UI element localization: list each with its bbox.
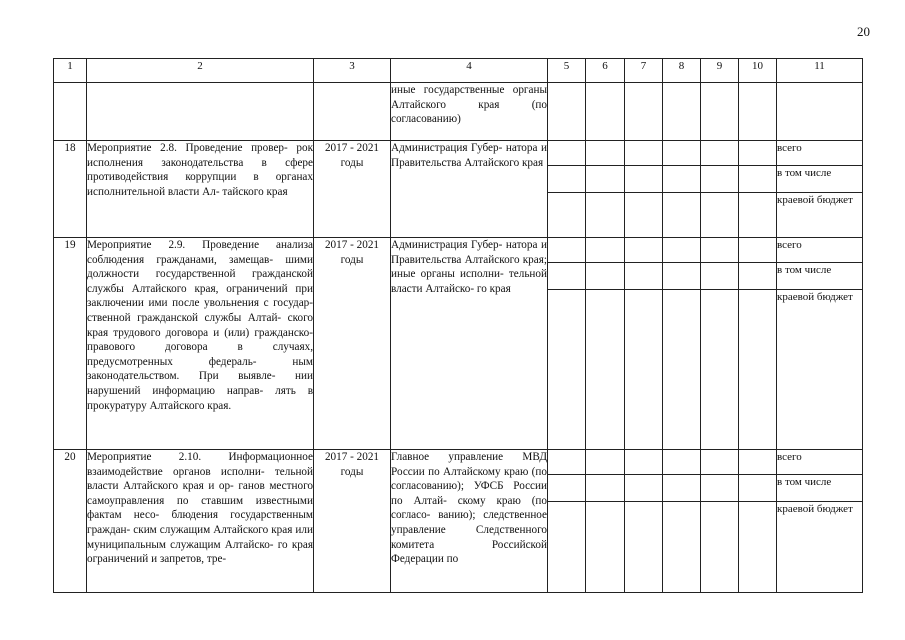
funding-including-label: в том числе [777,475,863,502]
measure-text: нии нарушений информацию направ- [87,370,313,397]
cell-period [314,83,391,141]
executor-line: следственное управление Следственного комитета Российской Федерации по [391,509,547,566]
executor-line: скому краю (по согласо- [391,494,547,522]
measure-text: Мероприятие 2.10. Информационное взаимодействие органов исполни- [87,451,313,478]
executor-line: Администрация Губер- [391,239,503,251]
period-label: годы [340,156,364,169]
table-row-continuation [54,83,863,141]
executor-line: натора и Правительства Алтайского края [391,142,547,169]
cell-number [54,83,87,141]
column-header: 11 [777,59,863,83]
measure-text: тайского края [222,185,288,198]
funding-total-label: всего [777,141,863,166]
table-row [54,141,863,166]
column-number-header-row [54,59,863,83]
cell-period [314,141,391,238]
cell-measure [87,141,314,238]
column-header: 10 [739,59,777,83]
column-header: 9 [701,59,739,83]
column-header: 8 [663,59,701,83]
measure-text: лять в прокуратуру Алтайского края. [87,384,313,412]
column-header: 6 [586,59,625,83]
funding-including-label: в том числе [777,263,863,290]
executor-line: ванию); [438,509,476,522]
row-number: 20 [54,450,87,593]
funding-total-label: всего [777,450,863,475]
measure-text: го края ограничений и запретов, тре- [87,538,314,566]
row-number: 19 [54,238,87,450]
executor-line: иные органы исполни- [391,268,504,281]
column-header: 4 [391,59,548,83]
cell-executors [391,141,548,238]
measure-text: шими должности государственной гражданской службы Алтайского края, ограничений при заключении ими после увольнения с государ- [87,253,313,310]
funding-regional-budget-label: краевой бюджет [777,502,863,593]
column-header: 1 [54,59,87,83]
column-header: 5 [548,59,586,83]
measure-text: Мероприятие 2.9. Проведение анализа соблюдения гражданами, замещав- [87,239,313,266]
column-header: 2 [87,59,314,83]
executor-line: Главное управление МВД России по Алтайскому краю (по согласованию); [391,451,547,493]
period-years: 2017 - 2021 [324,142,380,154]
measure-text: ственной гражданской службы Алтай- [87,311,282,324]
measure-text: ским служащим Алтайского края или муниципальным служащим Алтайско- [87,523,313,551]
period-years: 2017 - 2021 [324,239,380,251]
executor-line: УФСБ России по Алтай- [391,480,547,507]
period-years: 2017 - 2021 [324,451,380,463]
executor-line: иные государственные органы Алтайского края (по согласованию) [391,84,547,126]
cell-period [314,238,391,450]
funding-total-label: всего [777,238,863,263]
measure-text: ского края трудового договора и (или) гражданско-правового договора в случаях, предусмотренных федераль- [87,311,313,368]
program-measures-table [53,58,863,593]
cell-executors [391,238,548,450]
measure-text: тельной власти Алтайского края и ор- [87,465,314,493]
row-number: 18 [54,141,87,238]
period-label: годы [340,253,364,266]
measure-text: блюдения государственным граждан- [87,509,314,536]
executor-line: го края [476,282,511,295]
column-header: 3 [314,59,391,83]
measure-text: Мероприятие 2.8. Проведение провер- [87,142,288,154]
cell-measure [87,238,314,450]
funding-regional-budget-label: краевой бюджет [777,290,863,450]
cell-executors [391,83,548,141]
table-row [54,450,863,475]
column-header: 7 [625,59,663,83]
cell-executors [391,450,548,593]
funding-including-label: в том числе [777,166,863,193]
table-row [54,238,863,263]
measure-text: рок исполнения законодательства в сфере противодействия коррупции в органах исполнительной власти Ал- [87,142,313,198]
measure-text: ганов местного самоуправления по ставшим известными фактам несо- [87,480,313,522]
funding-regional-budget-label: краевой бюджет [777,193,863,238]
executor-line: Администрация Губер- [391,142,503,154]
cell-period [314,450,391,593]
cell-measure [87,83,314,141]
cell-measure [87,450,314,593]
page-number: 20 [857,24,870,39]
executor-line: тельной власти Алтайско- [391,268,547,295]
measure-text: ным законодательством. При выявле- [87,355,314,383]
executor-line: натора и Правительства Алтайского края; [391,239,547,266]
period-label: годы [340,465,364,478]
